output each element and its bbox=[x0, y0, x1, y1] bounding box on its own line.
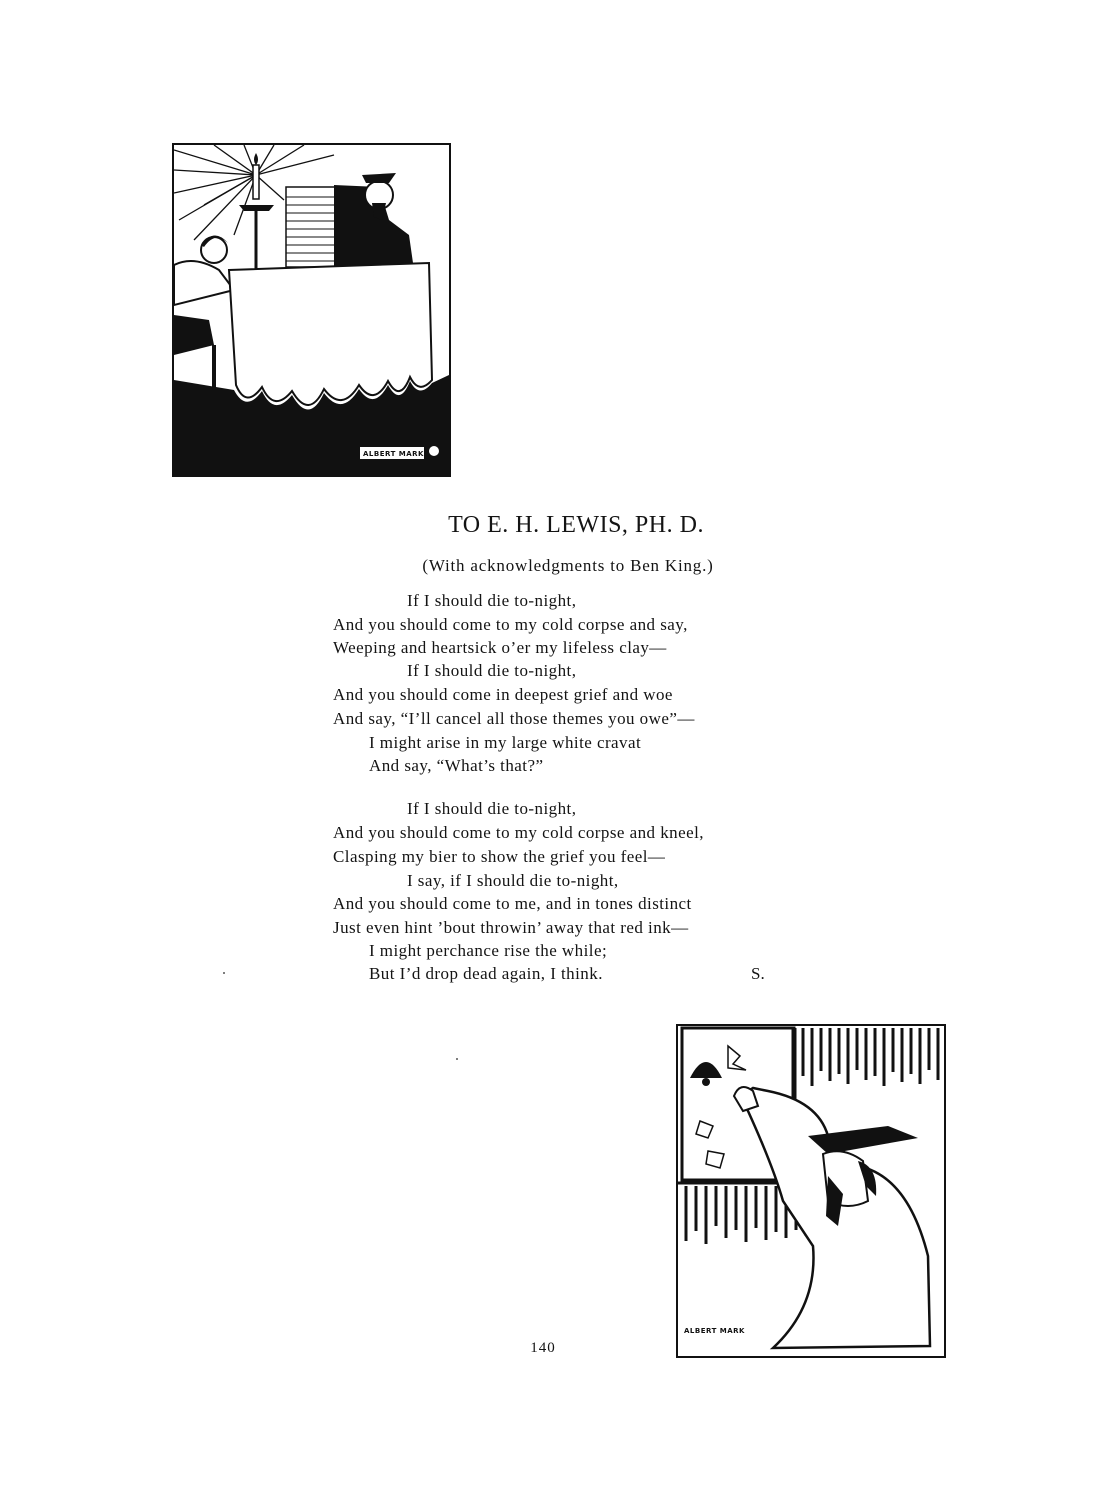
poem-line: I might perchance rise the while; bbox=[369, 941, 608, 960]
poem-line: And say, “What’s that?” bbox=[369, 756, 544, 775]
illustration-professor-with-bell bbox=[676, 1024, 946, 1358]
poem-line: If I should die to-night, bbox=[407, 591, 577, 610]
poem-line: And you should come to my cold corpse and kneel, bbox=[333, 823, 704, 842]
illustration-top-signature: ALBERT MARK bbox=[363, 450, 424, 458]
poem-title: TO E. H. LEWIS, PH. D. bbox=[448, 512, 704, 538]
poem-line: And you should come to me, and in tones distinct bbox=[333, 894, 692, 913]
illustration-bottom-drawing bbox=[678, 1026, 944, 1356]
illustration-bottom-signature: ALBERT MARK bbox=[684, 1327, 745, 1335]
poem-line: And say, “I’ll cancel all those themes you owe”— bbox=[333, 709, 695, 728]
poem-line: If I should die to-night, bbox=[407, 799, 577, 818]
illustration-top-drawing bbox=[174, 145, 449, 475]
paper-speck bbox=[223, 972, 225, 974]
poem-line: And you should come in deepest grief and woe bbox=[333, 685, 673, 704]
poem-line: Clasping my bier to show the grief you feel— bbox=[333, 847, 666, 866]
poem-line: Weeping and heartsick o’er my lifeless clay— bbox=[333, 638, 667, 657]
author-initial: S. bbox=[751, 964, 765, 983]
poem-line: And you should come to my cold corpse and say, bbox=[333, 615, 688, 634]
page-number: 140 bbox=[530, 1340, 556, 1356]
poem-line: If I should die to-night, bbox=[407, 661, 577, 680]
poem-line: I say, if I should die to-night, bbox=[407, 871, 619, 890]
poem-line: But I’d drop dead again, I think. bbox=[369, 964, 603, 983]
poem-line: I might arise in my large white cravat bbox=[369, 733, 642, 752]
wall-strokes bbox=[803, 1028, 938, 1086]
poem-line: Just even hint ’bout throwin’ away that red ink— bbox=[333, 918, 689, 937]
poem-subtitle: (With acknowledgments to Ben King.) bbox=[422, 556, 714, 575]
paper-speck bbox=[456, 1058, 458, 1060]
illustration-professor-with-papers bbox=[172, 143, 451, 477]
